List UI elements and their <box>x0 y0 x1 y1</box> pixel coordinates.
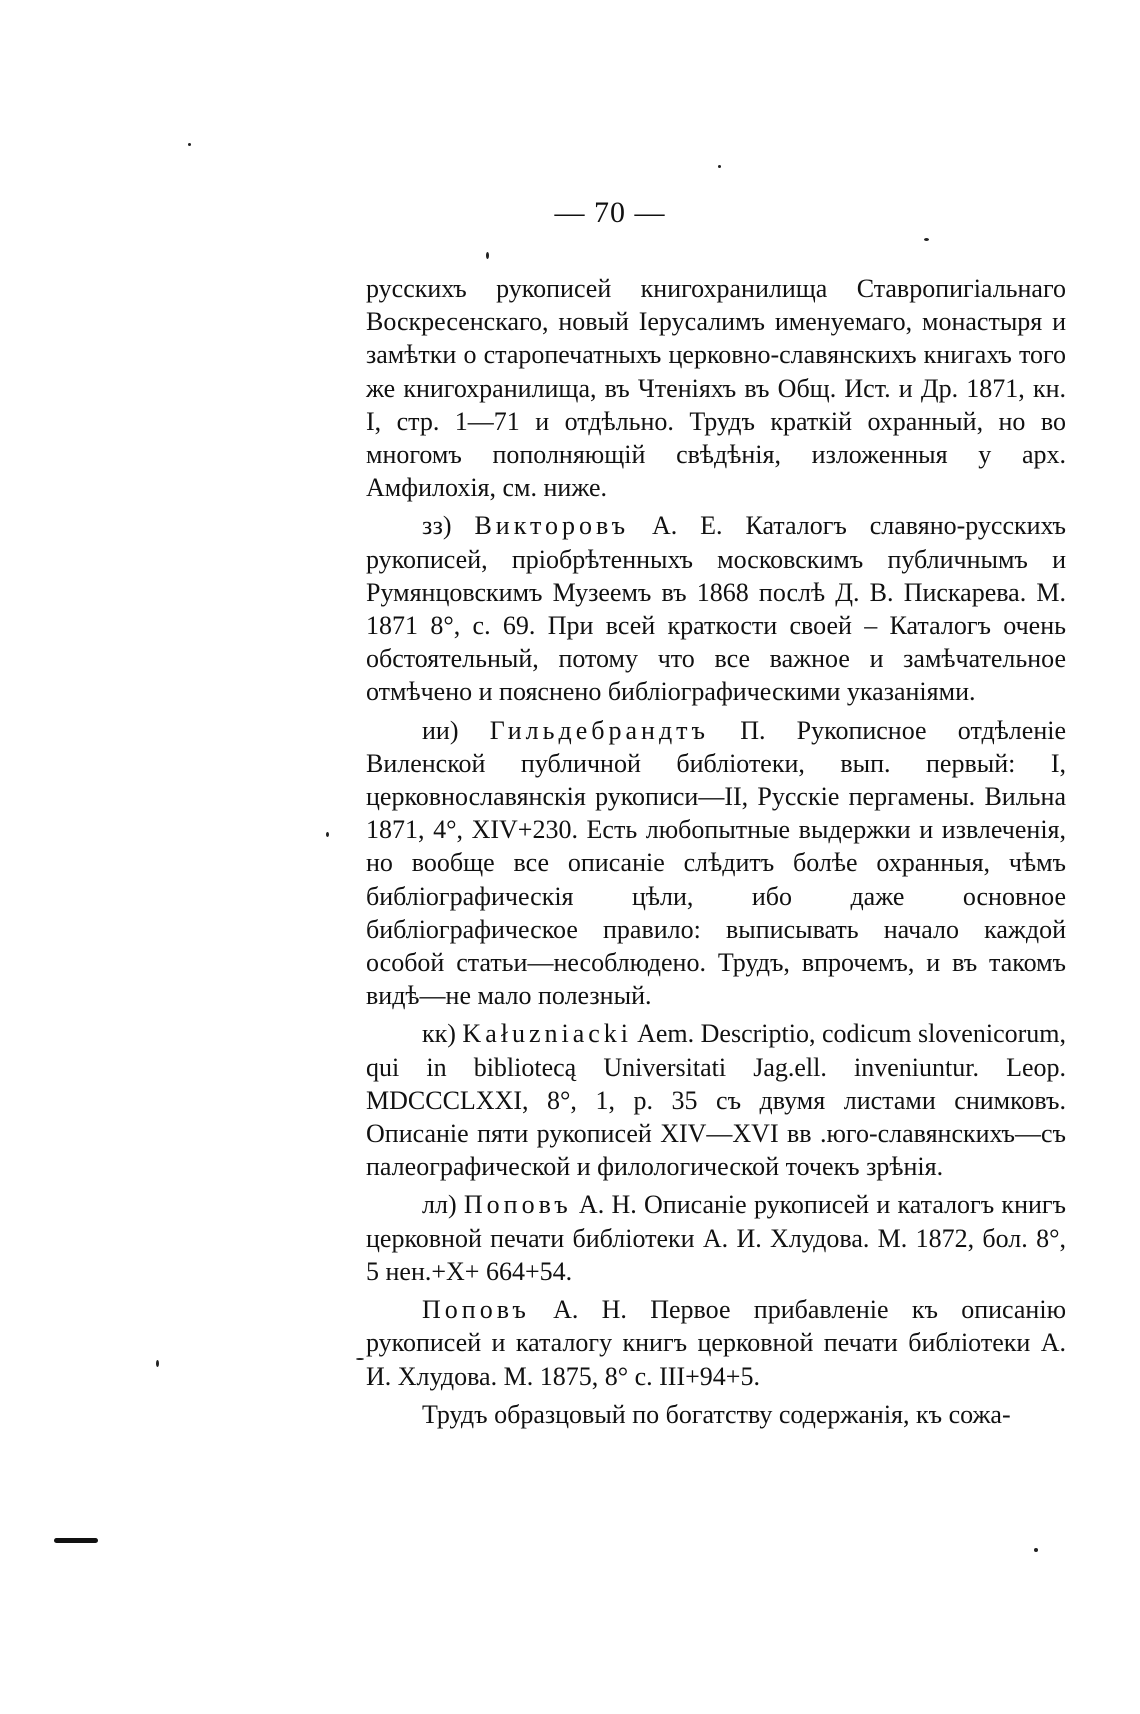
paragraph-5 <box>366 1188 1066 1288</box>
entry-author: Поповъ <box>422 1295 530 1325</box>
scan-speck <box>188 143 191 146</box>
scan-speck <box>356 1358 364 1360</box>
entry-author: Викторовъ <box>474 511 630 541</box>
paragraph-text: А. Н. Первое прибавленіе къ описанію рукописей и каталогу книгъ церковной печати библіотеки А. И. Хлудова. М. 1875, 8° с. III+94+5. <box>366 1295 1066 1391</box>
paragraph-text: А. Н. Описаніе рукописей и каталогъ книгъ церковной печати библіотеки А. И. Хлудова. М. 1872, бол. 8°, 5 нен.+X+ 664+54. <box>366 1190 1067 1286</box>
paragraph-3 <box>366 714 1066 1013</box>
paragraph-text: П. Рукописное отдѣленіе Виленской публичной библіотеки, вып. первый: I, церковнославянскія рукописи—II, Русскіе пергамены. Вильна 1871, 4°, XIV+230. Есть любопытные выдержки и извлеченія, но вообще все описаніе слѣдитъ болѣе охранныя, чѣмъ библіографическія цѣли, ибо даже основное библіографическое правило: выписывать начало каждой особой статьи—несоблюдено. Трудъ, впрочемъ, и въ такомъ видѣ—не мало полезный. <box>366 715 1066 1011</box>
scan-speck <box>924 238 929 241</box>
paragraph-text: русскихъ рукописей книгохранилища Ставропигіальнаго Воскресенскаго, новый Іерусалимъ именуемаго, монастыря и замѣтки о старопечатныхъ церковно-славянскихъ книгахъ того же книгохранилища, въ Чтеніяхъ въ Общ. Ист. и Др. 1871, кн. I, стр. 1—71 и отдѣльно. Трудъ краткій охранный, но во многомъ пополняющій свѣдѣнія, изложенныя у арх. Амфилохія, см. ниже. <box>366 274 1066 503</box>
entry-author: Поповъ <box>463 1190 572 1220</box>
scan-speck <box>326 832 329 837</box>
entry-label: лл) <box>422 1190 457 1220</box>
paragraph-7 <box>366 1398 1066 1431</box>
paragraph-4 <box>366 1017 1066 1183</box>
entry-author: Гильдебрандтъ <box>489 715 709 745</box>
paragraph-6 <box>366 1293 1066 1393</box>
scan-mark <box>54 1538 98 1543</box>
paragraph-2 <box>366 509 1066 708</box>
entry-label: кк) <box>422 1019 456 1049</box>
paragraph-text: Aem. Descriptio, codicum slovenicorum, qui in bibliotecą Universitati Jag.ell. inveniuntur. Leop. MDCCCLXXI, 8°, 1, p. 35 съ двумя листами снимковъ. Описаніе пяти рукописей XIV—XVI вв .юго-славянскихъ—съ палеографической и филологической точекъ зрѣнія. <box>366 1019 1066 1182</box>
paragraph-1 <box>366 272 1066 504</box>
page-number: — 70 — <box>554 196 666 229</box>
paragraph-text: Трудъ образцовый по богатству содержанія, къ сожа- <box>422 1399 1011 1429</box>
paragraph-text: А. Е. Каталогъ славяно-русскихъ рукописей, пріобрѣтенныхъ московскимъ публичнымъ и Румянцовскимъ Музеемъ въ 1868 послѣ Д. В. Пискарева. М. 1871 8°, с. 69. При всей краткости своей – Каталогъ очень обстоятельный, потому что все важное и замѣчательное отмѣчено и пояснено библіографическими указаніями. <box>366 511 1067 707</box>
entry-label: зз) <box>422 511 452 541</box>
entry-author: Kałuzniacki <box>462 1019 633 1049</box>
scan-speck <box>156 1360 159 1367</box>
body-text <box>366 272 1066 1436</box>
scan-speck <box>1034 1548 1038 1552</box>
scan-speck <box>486 252 489 259</box>
scan-speck <box>718 165 721 168</box>
entry-label: ии) <box>422 715 459 745</box>
